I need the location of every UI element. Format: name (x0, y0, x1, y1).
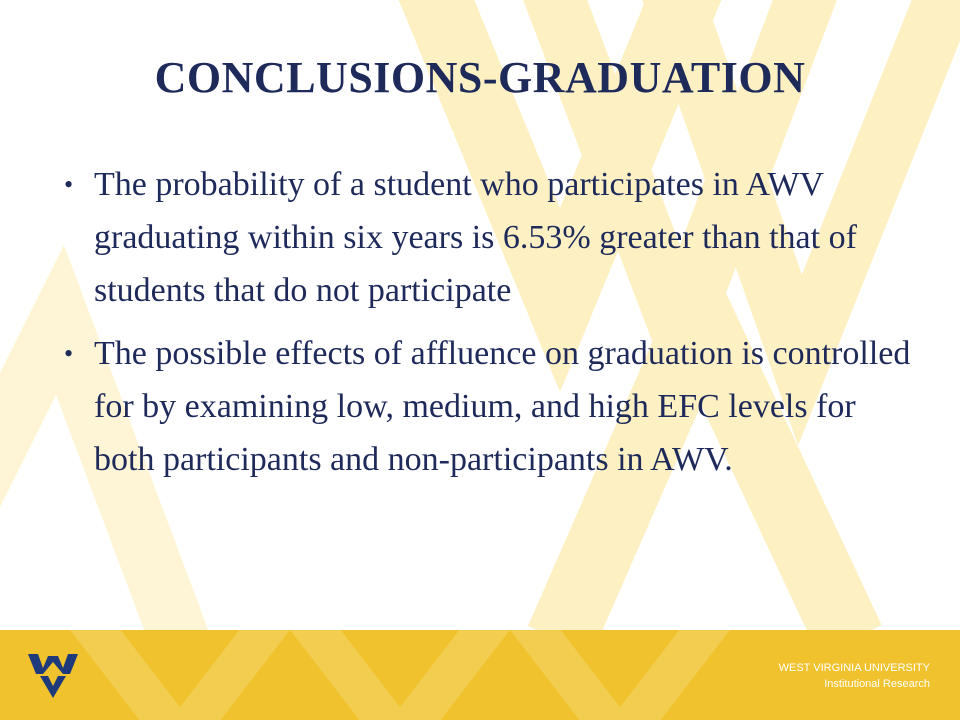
flying-wv-logo-icon (28, 652, 78, 700)
footer-band (0, 630, 960, 720)
bullet-marker: • (64, 339, 74, 368)
bullet-list (62, 158, 912, 496)
bullet-text: The possible effects of affluence on graduation is controlled for by examining low, medium, and high EFC levels for both participants and non-participants in AWV. (94, 335, 911, 478)
bullet-text: The probability of a student who participates in AWV graduating within six years is 6.53% greater than that of students that do not participate (94, 166, 857, 309)
bullet-item (62, 158, 912, 317)
bullet-item (62, 327, 912, 486)
footer-university-name: WEST VIRGINIA UNIVERSITY (778, 662, 930, 674)
slide-title: CONCLUSIONS-GRADUATION (154, 53, 806, 102)
footer-branding (779, 660, 930, 692)
bullet-marker: • (64, 170, 74, 199)
footer-department-name: Institutional Research (824, 678, 930, 690)
